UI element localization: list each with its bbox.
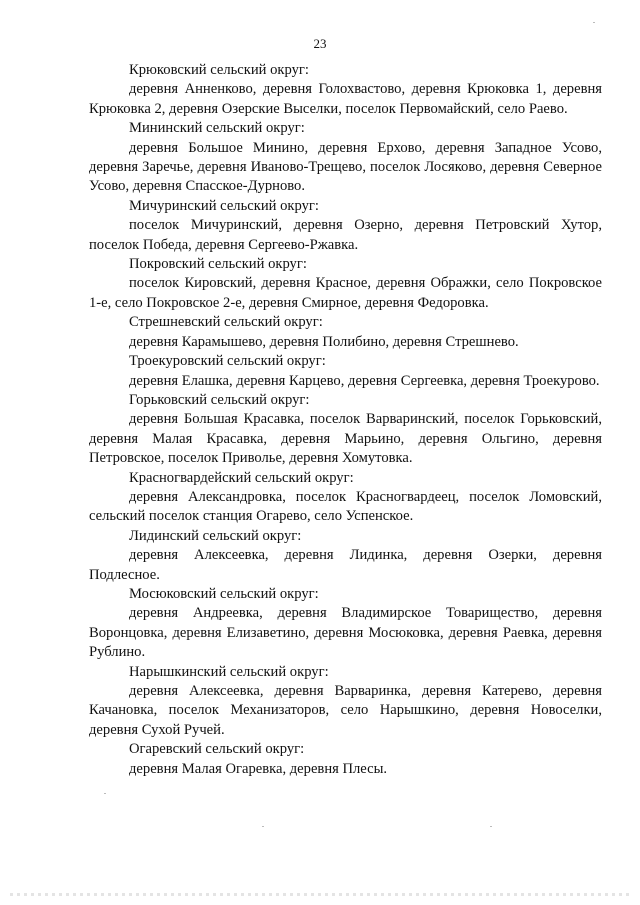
okrug-section — [89, 740, 602, 779]
scan-speck — [490, 826, 492, 827]
okrug-settlements: поселок Мичуринский, деревня Озерно, деревня Петровский Хутор, поселок Победа, деревня Сергеево-Ржавка. — [89, 217, 602, 253]
okrug-title: Огаревский сельский округ: — [129, 741, 305, 758]
scan-speck — [262, 826, 264, 827]
okrug-settlements: поселок Кировский, деревня Красное, деревня Ображки, село Покровское 1-е, село Покровское 2-е, деревня Смирное, деревня Федоровка. — [89, 275, 602, 311]
okrug-settlements: деревня Большое Минино, деревня Ерхово, деревня Западное Усово, деревня Заречье, деревня Иваново-Трещево, поселок Лосяково, деревня Северное Усово, деревня Спасское-Дурново. — [89, 139, 602, 195]
okrug-section — [89, 469, 602, 527]
okrug-title: Лидинский сельский округ: — [129, 527, 302, 544]
okrug-title: Крюковский сельский округ: — [129, 62, 309, 78]
okrug-section — [89, 119, 602, 197]
scan-speck — [593, 22, 595, 23]
scan-speck — [104, 793, 106, 794]
okrug-title: Мосюковский сельский округ: — [129, 585, 319, 602]
okrug-settlements: деревня Алексеевка, деревня Варваринка, деревня Катерево, деревня Качановка, поселок Механизаторов, село Нарышкино, деревня Новоселки, деревня Сухой Ручей. — [89, 683, 602, 738]
okrug-section — [89, 61, 602, 119]
okrug-settlements: деревня Елашка, деревня Карцево, деревня Сергеевка, деревня Троекурово. — [129, 372, 600, 389]
okrug-settlements: деревня Карамышево, деревня Полибино, деревня Стрешнево. — [129, 333, 519, 350]
okrug-section — [89, 391, 602, 469]
okrug-settlements: деревня Александровка, поселок Красногвардеец, поселок Ломовский, сельский поселок станция Огарево, село Успенское. — [89, 488, 602, 525]
page-number: 23 — [313, 36, 327, 51]
okrug-section — [89, 527, 602, 585]
okrug-settlements: деревня Малая Огаревка, деревня Плесы. — [129, 760, 388, 777]
okrug-section — [89, 197, 602, 255]
okrug-section — [89, 585, 602, 663]
okrug-title: Стрешневский сельский округ: — [129, 314, 323, 331]
okrug-title: Мининский сельский округ: — [129, 120, 305, 137]
okrug-title: Горьковский сельский округ: — [129, 391, 310, 408]
okrug-settlements: деревня Андреевка, деревня Владимирское Товарищество, деревня Воронцовка, деревня Елизаветино, деревня Мосюковка, деревня Раевка, деревня Рублино. — [89, 605, 602, 661]
okrug-section — [89, 352, 602, 391]
okrug-title: Покровский сельский округ: — [129, 256, 307, 273]
okrug-section — [89, 663, 602, 741]
okrug-title: Красногвардейский сельский округ: — [129, 469, 354, 486]
okrug-settlements: деревня Большая Красавка, поселок Варваринский, поселок Горьковский, деревня Малая Красавка, деревня Марьино, деревня Ольгино, деревня Петровское, поселок Приволье, деревня Хомутовка. — [89, 411, 602, 467]
okrug-section — [89, 313, 602, 352]
okrug-settlements: деревня Алексеевка, деревня Лидинка, деревня Озерки, деревня Подлесное. — [89, 547, 602, 583]
scan-edge-noise — [10, 893, 630, 896]
okrug-title: Троекуровский сельский округ: — [129, 353, 326, 370]
okrug-title: Мичуринский сельский округ: — [129, 197, 319, 214]
okrug-list — [89, 61, 602, 779]
okrug-title: Нарышкинский сельский округ: — [129, 663, 329, 680]
okrug-section — [89, 255, 602, 313]
okrug-settlements: деревня Анненково, деревня Голохвастово, деревня Крюковка 1, деревня Крюковка 2, деревня Озерские Выселки, поселок Первомайский, село Раево. — [89, 81, 602, 117]
